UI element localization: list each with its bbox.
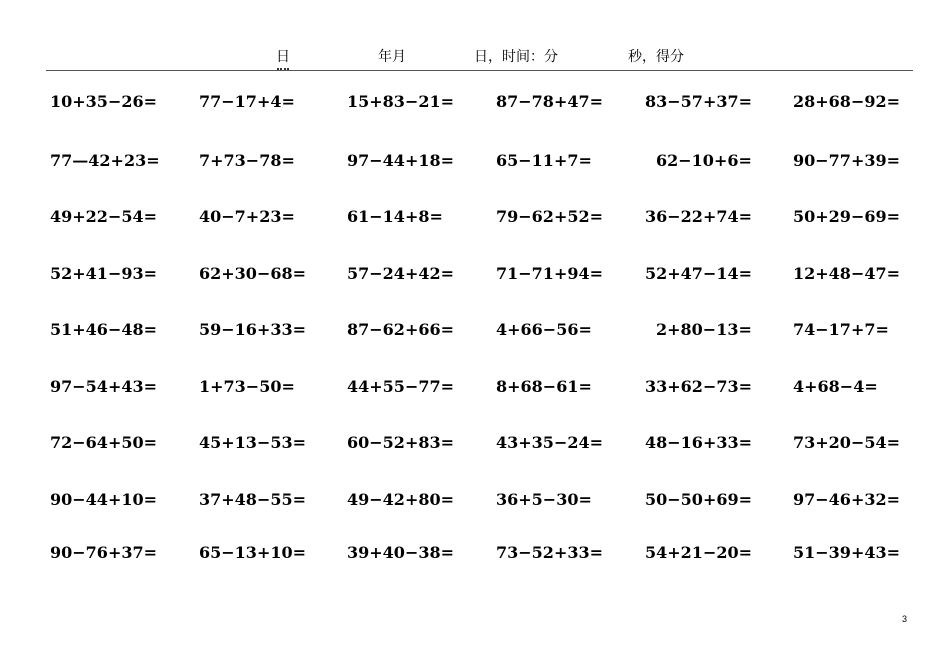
problem-r7-c2: 45+13−53= xyxy=(199,433,307,452)
problem-r7-c4: 43+35−24= xyxy=(496,433,604,452)
problem-r6-c6: 4+68−4= xyxy=(793,377,878,396)
problem-r2-c2: 7+73−78= xyxy=(199,151,295,170)
problem-r3-c3: 61−14+8= xyxy=(347,207,443,226)
problem-r4-c5: 52+47−14= xyxy=(645,264,753,283)
problem-r3-c4: 79−62+52= xyxy=(496,207,604,226)
problem-r5-c1: 51+46−48= xyxy=(50,320,158,339)
problem-r2-c3: 97−44+18= xyxy=(347,151,455,170)
problem-r9-c3: 39+40−38= xyxy=(347,543,455,562)
header-divider xyxy=(46,70,913,71)
problem-r5-c5: 2+80−13= xyxy=(656,320,752,339)
problem-r1-c5: 83−57+37= xyxy=(645,92,753,111)
problem-r4-c1: 52+41−93= xyxy=(50,264,158,283)
problem-r3-c1: 49+22−54= xyxy=(50,207,158,226)
problem-r1-c2: 77−17+4= xyxy=(199,92,295,111)
problem-r1-c1: 10+35−26= xyxy=(50,92,158,111)
problem-r2-c6: 90−77+39= xyxy=(793,151,901,170)
problem-r6-c3: 44+55−77= xyxy=(347,377,455,396)
problem-r8-c5: 50−50+69= xyxy=(645,490,753,509)
problem-r6-c2: 1+73−50= xyxy=(199,377,295,396)
problem-r2-c1: 77—42+23= xyxy=(50,151,160,170)
problem-r9-c6: 51−39+43= xyxy=(793,543,901,562)
problem-r4-c6: 12+48−47= xyxy=(793,264,901,283)
problem-r7-c3: 60−52+83= xyxy=(347,433,455,452)
problem-r2-c4: 65−11+7= xyxy=(496,151,592,170)
problem-r3-c2: 40−7+23= xyxy=(199,207,295,226)
day-text: 日 xyxy=(276,49,290,65)
header-day-label xyxy=(276,47,290,67)
problem-r7-c6: 73+20−54= xyxy=(793,433,901,452)
header-year-month-label: 年月 xyxy=(378,49,406,65)
header-day-time-minute-label: 日，时间：分 xyxy=(474,49,558,65)
problem-r6-c1: 97−54+43= xyxy=(50,377,158,396)
problem-r8-c1: 90−44+10= xyxy=(50,490,158,509)
problem-r5-c6: 74−17+7= xyxy=(793,320,889,339)
problem-r2-c5: 62−10+6= xyxy=(656,151,752,170)
problem-r5-c4: 4+66−56= xyxy=(496,320,592,339)
problem-r9-c5: 54+21−20= xyxy=(645,543,753,562)
problem-r8-c6: 97−46+32= xyxy=(793,490,901,509)
problem-r3-c6: 50+29−69= xyxy=(793,207,901,226)
problem-r8-c3: 49−42+80= xyxy=(347,490,455,509)
problem-r5-c3: 87−62+66= xyxy=(347,320,455,339)
problem-r1-c3: 15+83−21= xyxy=(347,92,455,111)
problem-r8-c4: 36+5−30= xyxy=(496,490,592,509)
page-number: 3 xyxy=(902,614,908,624)
problem-r4-c4: 71−71+94= xyxy=(496,264,604,283)
problem-r5-c2: 59−16+33= xyxy=(199,320,307,339)
problem-r1-c4: 87−78+47= xyxy=(496,92,604,111)
problem-r1-c6: 28+68−92= xyxy=(793,92,901,111)
problem-r4-c3: 57−24+42= xyxy=(347,264,455,283)
problem-r9-c1: 90−76+37= xyxy=(50,543,158,562)
header-second-score-label: 秒，得分 xyxy=(628,49,684,65)
problem-r6-c5: 33+62−73= xyxy=(645,377,753,396)
problem-r4-c2: 62+30−68= xyxy=(199,264,307,283)
problem-r6-c4: 8+68−61= xyxy=(496,377,592,396)
problem-r7-c1: 72−64+50= xyxy=(50,433,158,452)
problem-r7-c5: 48−16+33= xyxy=(645,433,753,452)
problem-r9-c4: 73−52+33= xyxy=(496,543,604,562)
problem-r9-c2: 65−13+10= xyxy=(199,543,307,562)
problem-r8-c2: 37+48−55= xyxy=(199,490,307,509)
problem-r3-c5: 36−22+74= xyxy=(645,207,753,226)
